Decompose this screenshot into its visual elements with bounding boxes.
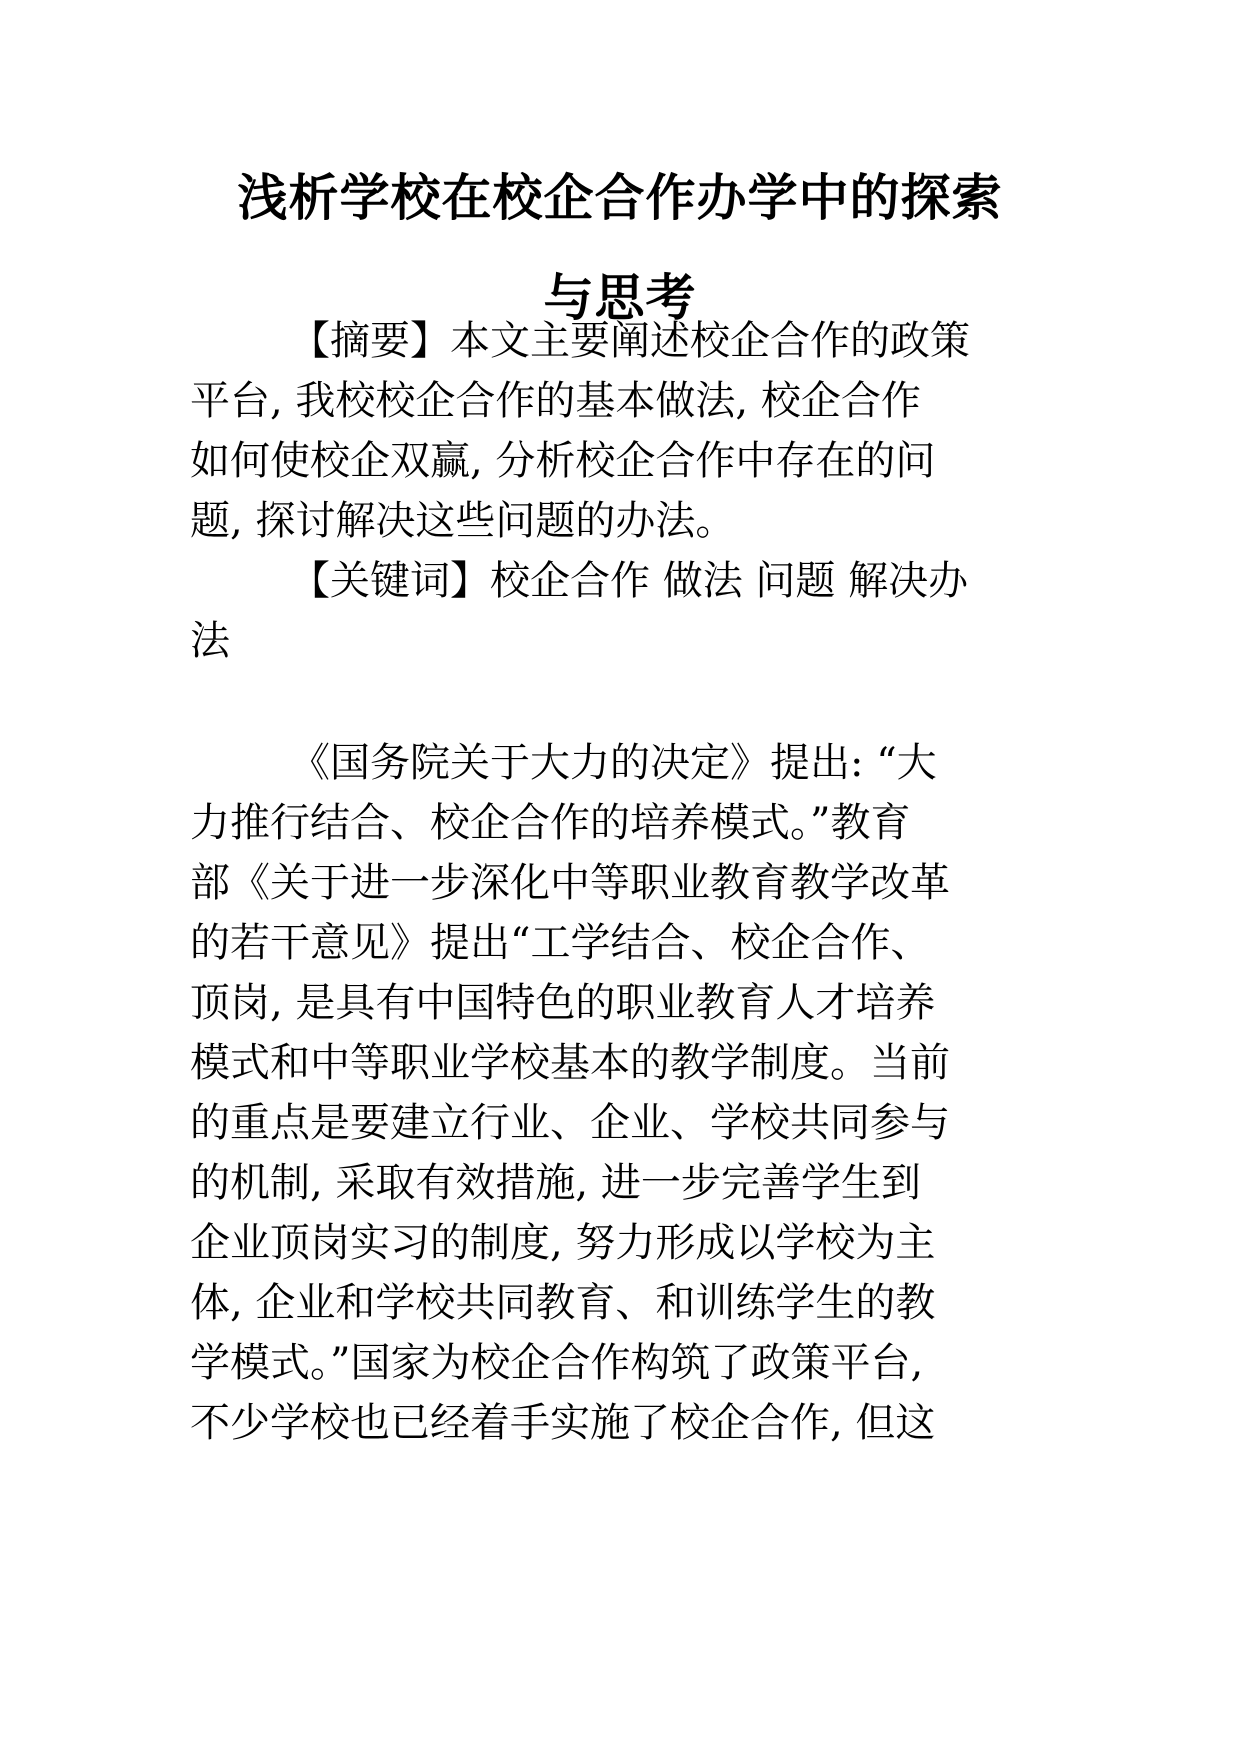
document-title-line-2: 与思考 bbox=[543, 268, 697, 327]
abstract-line: 平台, 我校校企合作的基本做法, 校企合作 bbox=[190, 378, 921, 424]
abstract-line: 题, 探讨解决这些问题的办法。 bbox=[190, 498, 736, 544]
body-line: 的若干意见》提出“工学结合、校企合作、 bbox=[190, 920, 931, 966]
keywords-line: 法 bbox=[190, 618, 230, 664]
body-line: 体, 企业和学校共同教育、和训练学生的教 bbox=[190, 1280, 936, 1326]
body-line: 学模式。”国家为校企合作构筑了政策平台, bbox=[190, 1340, 924, 1386]
body-line: 的重点是要建立行业、企业、学校共同参与 bbox=[190, 1100, 950, 1146]
abstract-line: 如何使校企双赢, 分析校企合作中存在的问 bbox=[190, 438, 936, 484]
document-title-line-1: 浅析学校在校企合作办学中的探索 bbox=[237, 168, 1003, 227]
body-line: 不少学校也已经着手实施了校企合作, 但这 bbox=[190, 1400, 936, 1446]
body-line: 企业顶岗实习的制度, 努力形成以学校为主 bbox=[190, 1220, 936, 1266]
body-line: 部《关于进一步深化中等职业教育教学改革 bbox=[190, 860, 950, 906]
body-line: 《国务院关于大力的决定》提出: “大 bbox=[290, 740, 937, 786]
body-line: 力推行结合、校企合作的培养模式。”教育 bbox=[190, 800, 911, 846]
body-line: 顶岗, 是具有中国特色的职业教育人才培养 bbox=[190, 980, 936, 1026]
abstract-line: 【摘要】本文主要阐述校企合作的政策 bbox=[290, 318, 970, 364]
keywords-line: 【关键词】校企合作 做法 问题 解决办 bbox=[290, 558, 969, 604]
body-line: 的机制, 采取有效措施, 进一步完善学生到 bbox=[190, 1160, 921, 1206]
body-line: 模式和中等职业学校基本的教学制度。当前 bbox=[190, 1040, 950, 1086]
